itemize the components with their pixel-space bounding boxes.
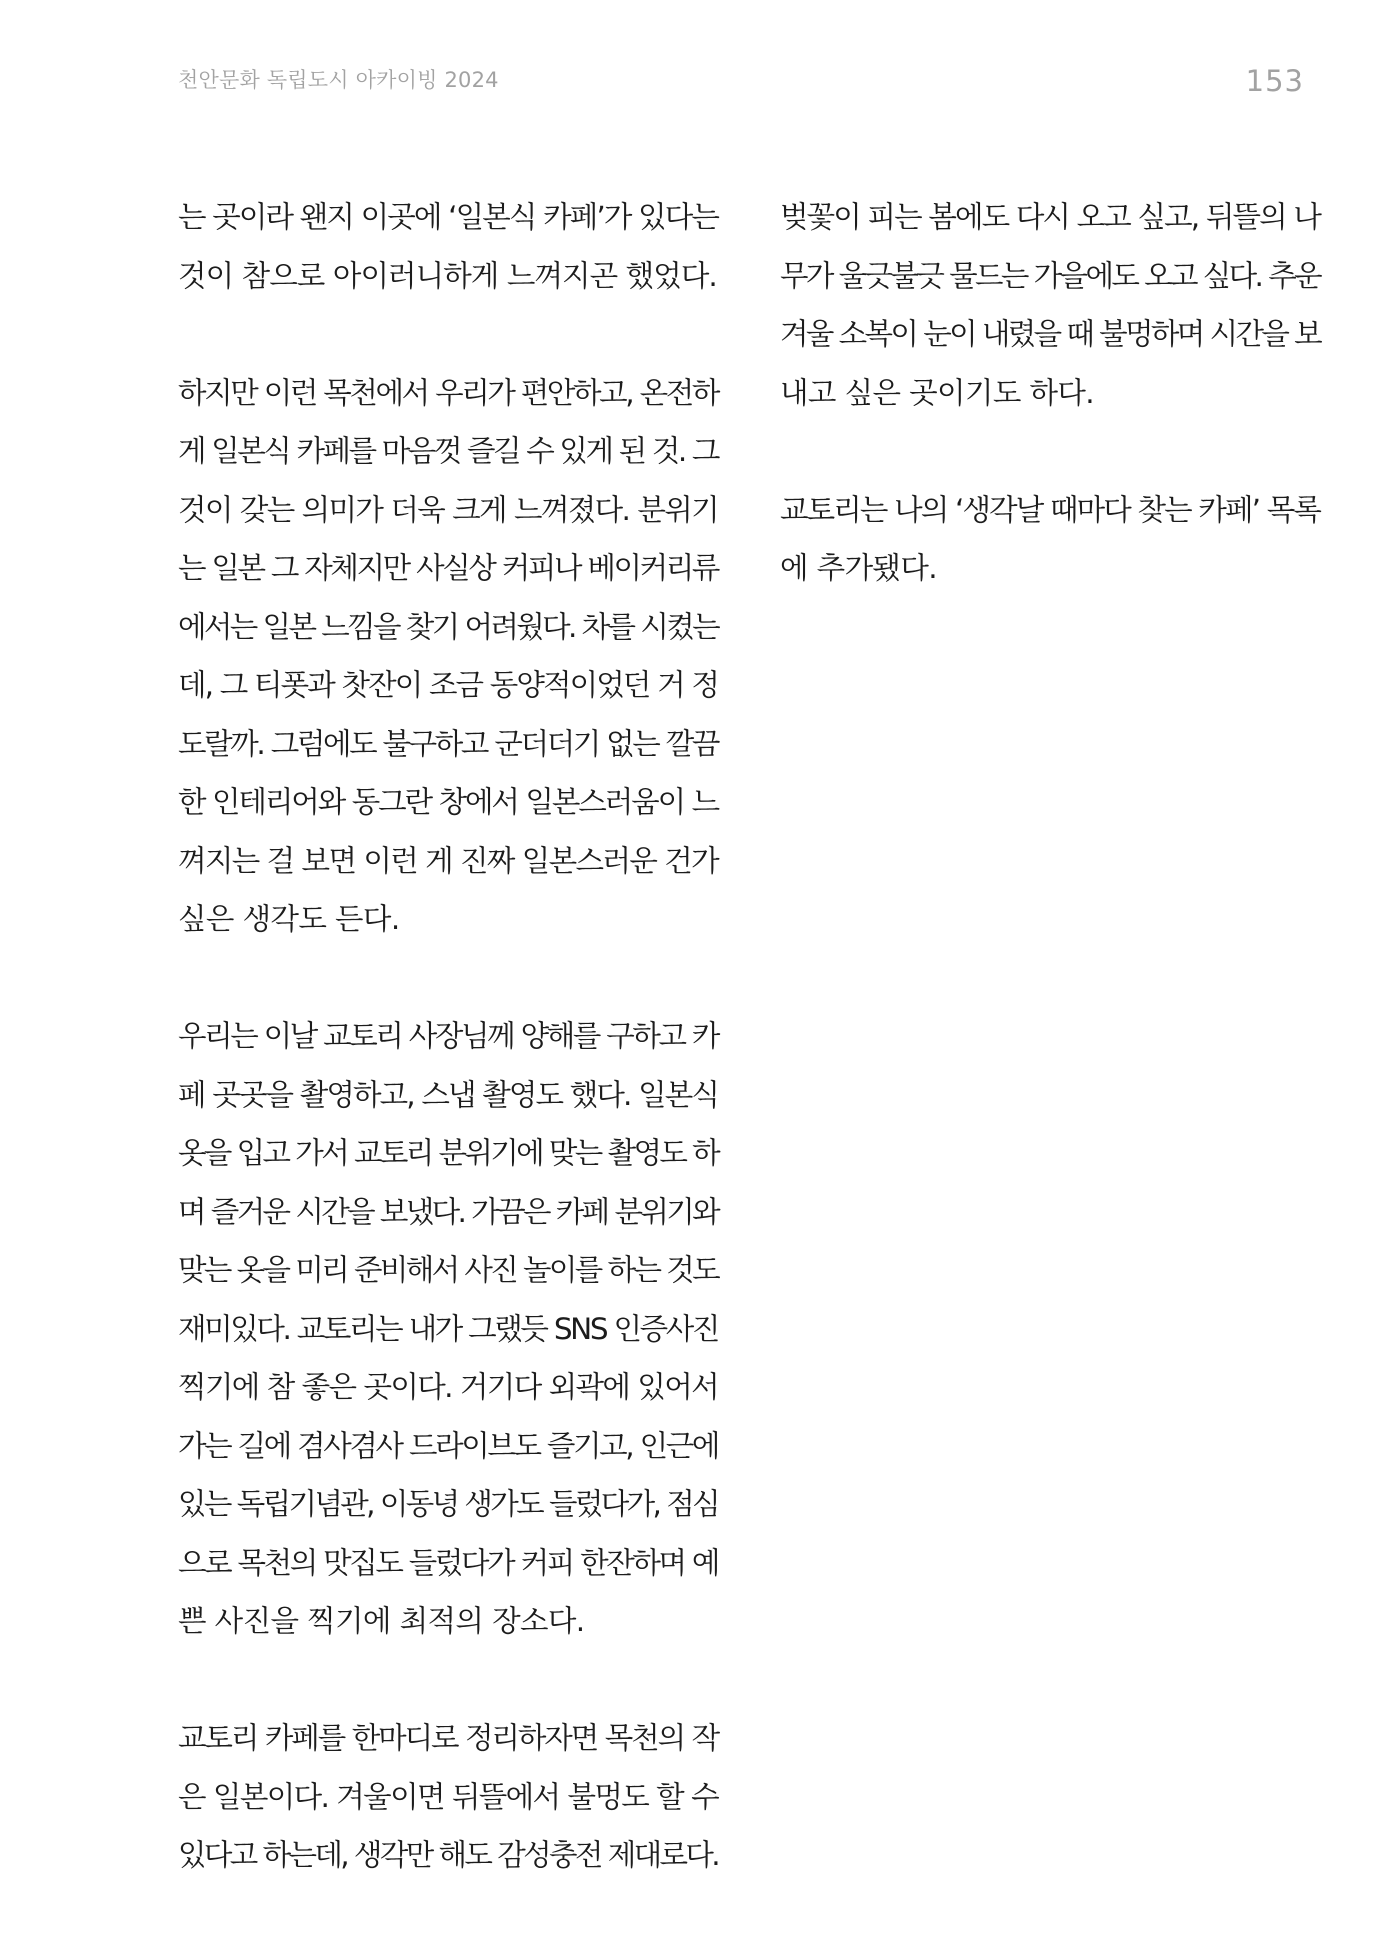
paragraph-3 [178,1007,718,1651]
text-line: 내고 싶은 곳이기도 하다. [780,375,1095,410]
text-line: 는 곳이라 왠지 이곳에 ‘일본식 카페’가 있다는 [178,200,718,234]
text-line: 은 일본이다. 겨울이면 뒤뜰에서 불멍도 할 수 [178,1779,718,1814]
text-line: 우리는 이날 교토리 사장님께 양해를 구하고 카 [178,1019,718,1053]
text-line: 며 즐거운 시간을 보냈다. 가끔은 카페 분위기와 [178,1194,718,1229]
text-line: 옷을 입고 가서 교토리 분위기에 맞는 촬영도 하 [178,1136,718,1170]
text-line: 하지만 이런 목천에서 우리가 편안하고, 온전하 [178,375,718,410]
right-text-column [780,188,1320,598]
paragraph-4 [178,1709,718,1885]
text-line: 맞는 옷을 미리 준비해서 사진 놀이를 하는 것도 [178,1253,718,1287]
text-line: 쁜 사진을 찍기에 최적의 장소다. [178,1604,585,1638]
text-line: 데, 그 티폿과 찻잔이 조금 동양적이었던 거 정 [178,668,718,702]
text-line: 한 인테리어와 동그란 창에서 일본스러움이 느 [178,785,718,819]
text-line: 있는 독립기념관, 이동녕 생가도 들렀다가, 점심 [178,1487,718,1521]
text-line: 것이 갖는 의미가 더욱 크게 느껴졌다. 분위기 [178,492,718,527]
left-text-column [178,188,718,1885]
paragraph-6 [780,481,1320,598]
text-line: 것이 참으로 아이러니하게 느껴지곤 했었다. [178,258,717,293]
paragraph-5 [780,188,1320,422]
text-line: 에서는 일본 느낌을 찾기 어려웠다. 차를 시켰는 [178,609,718,644]
text-line: 도랄까. 그럼에도 불구하고 군더더기 없는 깔끔 [178,726,718,761]
text-line: 껴지는 걸 보면 이런 게 진짜 일본스러운 건가 [178,843,718,878]
text-line: 벚꽃이 피는 봄에도 다시 오고 싶고, 뒤뜰의 나 [780,200,1320,234]
text-line: 재미있다. 교토리는 내가 그랬듯 SNS 인증사진 [178,1311,718,1346]
text-line: 에 추가됐다. [780,551,938,585]
text-line: 무가 울긋불긋 물드는 가을에도 오고 싶다. 추운 [780,258,1320,293]
text-line: 으로 목천의 맛집도 들렀다가 커피 한잔하며 예 [178,1545,718,1580]
paragraph-1 [178,188,718,305]
text-line: 찍기에 참 좋은 곳이다. 거기다 외곽에 있어서 [178,1370,718,1404]
text-line: 교토리는 나의 ‘생각날 때마다 찾는 카페’ 목록 [780,492,1320,527]
text-line: 싶은 생각도 든다. [178,902,400,936]
text-line: 는 일본 그 자체지만 사실상 커피나 베이커리류 [178,551,718,585]
text-line: 가는 길에 겸사겸사 드라이브도 즐기고, 인근에 [178,1428,718,1463]
page-number: 153 [1245,64,1304,98]
text-line: 게 일본식 카페를 마음껏 즐길 수 있게 된 것. 그 [178,434,718,468]
text-line: 있다고 하는데, 생각만 해도 감성충전 제대로다. [178,1838,718,1872]
text-line: 페 곳곳을 촬영하고, 스냅 촬영도 했다. 일본식 [178,1077,718,1112]
paragraph-2 [178,364,718,949]
text-line: 겨울 소복이 눈이 내렸을 때 불멍하며 시간을 보 [780,317,1320,351]
running-header-title: 천안문화 독립도시 아카이빙 2024 [178,68,499,92]
text-line: 교토리 카페를 한마디로 정리하자면 목천의 작 [178,1721,718,1755]
